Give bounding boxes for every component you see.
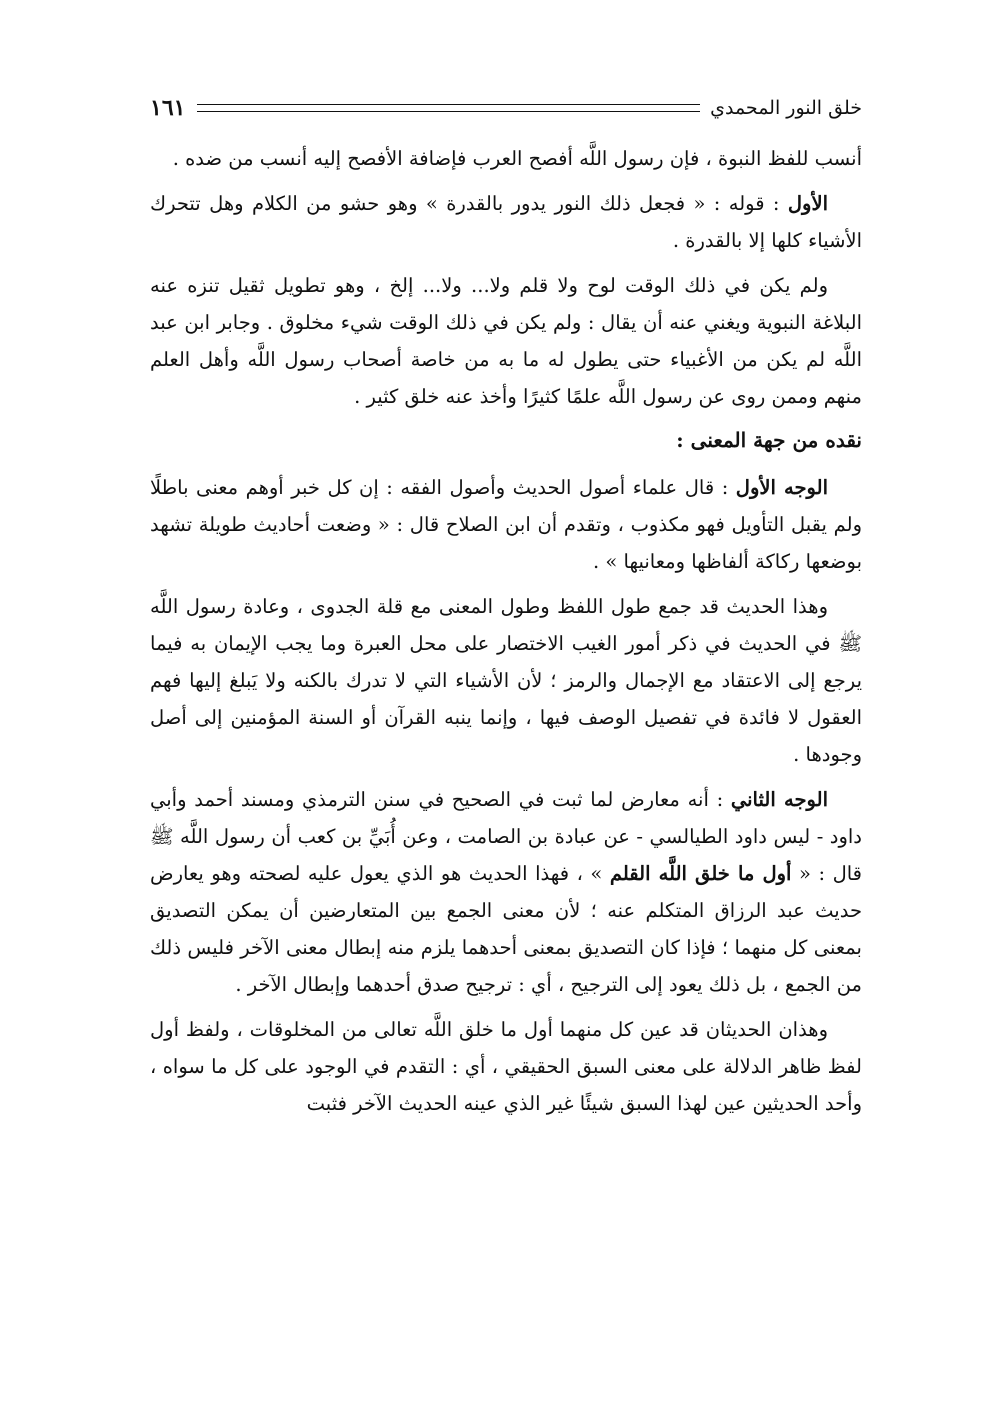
header-double-rule xyxy=(197,104,700,112)
running-title: خلق النور المحمدي xyxy=(710,97,862,119)
page-body xyxy=(150,140,862,1130)
paragraph-5: وهذا الحديث قد جمع طول اللفظ وطول المعنى مع قلة الجدوى ، وعادة رسول اللَّه ﷺ في الحديث في ذكر أمور الغيب الاختصار على محل العبرة وما يجب الإيمان به فيما يرجع إلى الاعتقاد مع الإجمال والرمز ؛ لأن الأشياء التي لا تدرك بالكنه ولا يَبلغ إليها فهم العقول لا فائدة في تفصيل الوصف فيها ، وإنما ينبه القرآن أو السنة المؤمنين إلى أصل وجودها . xyxy=(150,595,862,766)
paragraph-2-lead: الأول xyxy=(787,192,828,215)
paragraph-2-text: : قوله : « فجعل ذلك النور يدور بالقدرة » وهو حشو من الكلام وهل تتحرك الأشياء كلها إلا بالقدرة . xyxy=(150,192,862,252)
paragraph-4-text: : قال علماء أصول الحديث وأصول الفقه : إن كل خبر أوهم معنى باطلًا ولم يقبل التأويل فهو مكذوب ، وتقدم أن ابن الصلاح قال : « وضعت أحاديث طويلة تشهد بوضعها ركاكة ألفاظها ومعانيها » . xyxy=(150,476,862,573)
paragraph-6-text-b: » ، فهذا الحديث هو الذي يعول عليه لصحته وهو يعارض حديث عبد الرزاق المتكلم عنه ؛ لأن معنى الجمع بين المتعارضين أن يمكن التصديق بمعنى كل منهما ؛ فإذا كان التصديق بمعنى أحدهما يلزم منه إبطال معنى الآخر فليس ذلك من الجمع ، بل ذلك يعود إلى الترجيح ، أي : ترجيح صدق أحدهما وإبطال الآخر . xyxy=(150,862,862,996)
paragraph-6-text-a: : أنه معارض لما ثبت في الصحيح في سنن الترمذي ومسند أحمد وأبي داود - ليس داود الطيالسي - عن عبادة بن الصامت ، وعن أُبَيِّ بن كعب أن رسول اللَّه ﷺ قال : « xyxy=(150,788,863,885)
section-heading: نقده من جهة المعنى : xyxy=(676,428,862,452)
paragraph-4 xyxy=(150,469,862,580)
paragraph-6 xyxy=(150,781,862,1003)
paragraph-6-quote: أول ما خلق اللَّه القلم xyxy=(609,862,792,885)
paragraph-7: وهذان الحديثان قد عين كل منهما أول ما خلق اللَّه تعالى من المخلوقات ، ولفظ أول لفظ ظاهر الدلالة على معنى السبق الحقيقي ، أي : التقدم في الوجود على كل ما سواه ، وأحد الحديثين عين لهذا السبق شيئًا غير الذي عينه الحديث الآخر فثبت xyxy=(150,1018,862,1115)
paragraph-6-lead: الوجه الثاني xyxy=(730,788,828,811)
paragraph-4-lead: الوجه الأول xyxy=(735,476,828,499)
paragraph-3: ولم يكن في ذلك الوقت لوح ولا قلم ولا... ولا... إلخ ، وهو تطويل ثقيل تنزه عنه البلاغة النبوية ويغني عنه أن يقال : ولم يكن في ذلك الوقت شيء مخلوق . وجابر ابن عبد اللَّه لم يكن من الأغبياء حتى يطول له ما به من خاصة أصحاب رسول اللَّه وأهل العلم منهم وممن روى عن رسول اللَّه علمًا كثيرًا وأخذ عنه خلق كثير . xyxy=(150,274,862,408)
paragraph-2 xyxy=(150,185,862,259)
paragraph-1: أنسب للفظ النبوة ، فإن رسول اللَّه أفصح العرب فإضافة الأفصح إليه أنسب من ضده . xyxy=(172,147,862,170)
page-number: ١٦١ xyxy=(150,95,186,121)
running-header xyxy=(150,88,862,128)
